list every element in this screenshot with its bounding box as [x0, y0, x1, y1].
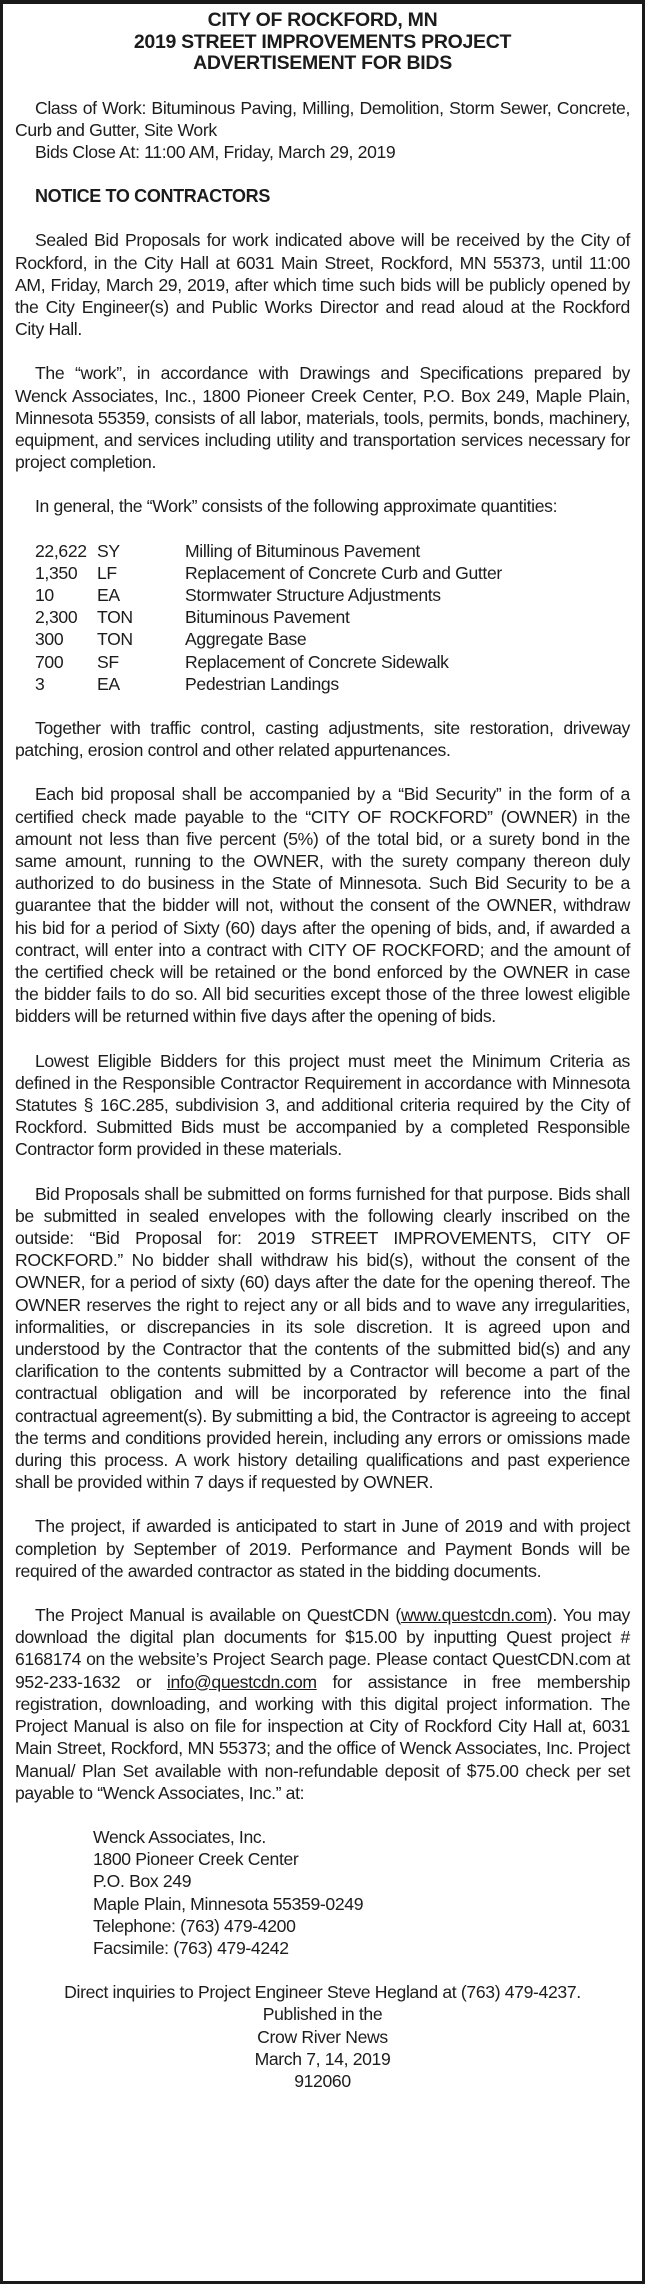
- quantity-description: Milling of Bituminous Pavement: [185, 540, 420, 561]
- quantity-description: Replacement of Concrete Sidewalk: [185, 651, 449, 672]
- quantity-value: 3: [35, 673, 45, 694]
- table-row: [35, 540, 630, 562]
- quantity-unit: SF: [97, 651, 119, 672]
- address-po-box: P.O. Box 249: [93, 1871, 192, 1892]
- questcdn-website-link[interactable]: www.questcdn.com: [400, 1605, 547, 1626]
- paragraph-bid-security: Each bid proposal shall be accompanied by a “Bid Security” in the form of a certified check made payable to the “CITY OF ROCKFORD” (OWNER) in the amount not less than five percent (5%) of the total bid, or a surety bond in the same amount, running to the OWNER, with the surety company thereon duly authorized to do business in the State of Minnesota. Such Bid Security to be a guarantee that the bidder will not, without the consent of the OWNER, withdraw his bid for a period of Sixty (60) days after the opening of bids, and, if awarded a contract, will enter into a contract with CITY OF ROCKFORD; and the amount of the certified check will be retained or the bond enforced by the OWNER in case the bidder fails to do so. All bid securities except those of the three lowest eligible bidders will be returned within five days after the opening of bids.: [15, 784, 630, 1027]
- paragraph-project-manual: [15, 1604, 630, 1804]
- table-row: [35, 651, 630, 673]
- header-project: 2019 STREET IMPROVEMENTS PROJECT: [133, 30, 512, 53]
- footer-inquiries: Direct inquiries to Project Engineer Steve Hegland at (763) 479-4237.: [64, 1982, 581, 2003]
- quantity-description: Aggregate Base: [185, 629, 307, 650]
- questcdn-email-link[interactable]: info@questcdn.com: [166, 1671, 317, 1692]
- paragraph-quantities-intro: In general, the “Work” consists of the following approximate quantities:: [35, 496, 558, 517]
- quantity-unit: LF: [97, 562, 117, 583]
- table-row: [35, 562, 630, 584]
- quantity-description: Replacement of Concrete Curb and Gutter: [185, 562, 502, 583]
- header-city: CITY OF ROCKFORD, MN: [207, 9, 438, 31]
- quantity-description: Bituminous Pavement: [185, 607, 350, 628]
- table-row: [35, 628, 630, 650]
- paragraph-bid-proposals: Bid Proposals shall be submitted on forms furnished for that purpose. Bids shall be submitted in sealed envelopes with the following clearly inscribed on the outside: “Bid Proposal for: 2019 STREET IMPROVEMENTS, CITY OF ROCKFORD.” No bidder shall withdraw his bid(s), without the consent of the OWNER, for a period of sixty (60) days after the date for the opening thereof. The OWNER reserves the right to reject any or all bids and to wave any irregularities, informalities, or discrepancies in its sole discretion. It is agreed upon and understood by the Contractor that the contents of the submitted bid(s) and any clarification to the contents submitted by a Contractor will become a part of the contractual obligation and will be incorporated by reference into the final contractual agreement(s). By submitting a bid, the Contractor is agreeing to accept the terms and conditions provided herein, including any errors or omissions made during this process. A work history detailing qualifications and past experience shall be provided within 7 days if requested by OWNER.: [15, 1183, 630, 1493]
- quantity-unit: TON: [97, 607, 133, 628]
- paragraph-sealed-bids: Sealed Bid Proposals for work indicated above will be received by the City of Rockford, in the City Hall at 6031 Main Street, Rockford, MN 55373, until 11:00 AM, Friday, March 29, 2019, after which time such bids will be publicly opened by the City Engineer(s) and Public Works Director and read aloud at the Rockford City Hall.: [15, 230, 630, 340]
- notice-footer: [15, 1981, 630, 2092]
- quantity-unit: EA: [97, 584, 120, 605]
- quantity-description: Pedestrian Landings: [185, 673, 339, 694]
- address-company: Wenck Associates, Inc.: [93, 1826, 266, 1847]
- table-row: [35, 606, 630, 628]
- address-telephone: Telephone: (763) 479-4200: [93, 1915, 296, 1936]
- quantity-value: 10: [35, 584, 54, 605]
- quantity-value: 1,350: [35, 562, 78, 583]
- quantity-unit: TON: [97, 629, 133, 650]
- manual-text-2: ). You may download the digital plan documents for $15.00 by inputting Quest project # 6168174 on the website’s Project Search page. Please contact QuestCDN.com at 952-233-1632 or: [15, 1605, 630, 1692]
- address-street: 1800 Pioneer Creek Center: [93, 1849, 299, 1870]
- wenck-address-block: [15, 1826, 630, 1959]
- class-of-work: Class of Work: Bituminous Paving, Milling, Demolition, Storm Sewer, Concrete, Curb and Gutter, Site Work: [15, 97, 630, 140]
- quantity-unit: SY: [97, 540, 120, 561]
- footer-published-in: Published in the: [262, 2004, 383, 2025]
- footer-dates: March 7, 14, 2019: [254, 2048, 391, 2069]
- paragraph-schedule: The project, if awarded is anticipated to start in June of 2019 and with project completion by September of 2019. Performance and Payment Bonds will be required of the awarded contractor as stated in the bidding documents.: [15, 1516, 630, 1581]
- bids-close: Bids Close At: 11:00 AM, Friday, March 29, 2019: [35, 141, 396, 162]
- address-facsimile: Facsimile: (763) 479-4242: [93, 1937, 289, 1958]
- paragraph-together-with: Together with traffic control, casting adjustments, site restoration, driveway patching, erosion control and other related appurtenances.: [15, 717, 630, 761]
- manual-text-3: for assistance in free membership registration, downloading, and working with this digital project information. The Project Manual is also on file for inspection at City of Rockford City Hall at, 6031 Main Street, Rockford, MN 55373; and the office of Wenck Associates, Inc. Project Manual/ Plan Set available with non-refundable deposit of $75.00 check per set payable to “Wenck Associates, Inc.” at:: [15, 1671, 630, 1803]
- header-title: ADVERTISEMENT FOR BIDS: [193, 52, 452, 74]
- quantity-value: 700: [35, 651, 64, 672]
- table-row: [35, 584, 630, 606]
- quantities-table: [15, 540, 630, 695]
- paragraph-work-definition: The “work”, in accordance with Drawings and Specifications prepared by Wenck Associates, Inc., 1800 Pioneer Creek Center, P.O. Box 249, Maple Plain, Minnesota 55359, consists of all labor, materials, tools, permits, bonds, machinery, equipment, and services including utility and transportation services necessary for project completion.: [15, 363, 630, 473]
- quantity-value: 300: [35, 629, 64, 650]
- notice-header: [15, 10, 630, 75]
- address-city: Maple Plain, Minnesota 55359-0249: [93, 1893, 364, 1914]
- quantity-unit: EA: [97, 673, 120, 694]
- quantity-value: 2,300: [35, 607, 78, 628]
- table-row: [35, 673, 630, 695]
- footer-publication: Crow River News: [257, 2026, 388, 2047]
- manual-text-1: The Project Manual is available on QuestCDN (: [35, 1605, 401, 1626]
- section-title-notice: NOTICE TO CONTRACTORS: [35, 186, 270, 207]
- quantity-description: Stormwater Structure Adjustments: [185, 584, 441, 605]
- quantity-value: 22,622: [35, 540, 87, 561]
- paragraph-lowest-bidders: Lowest Eligible Bidders for this project must meet the Minimum Criteria as defined in the Responsible Contractor Requirement in accordance with Minnesota Statutes § 16C.285, subdivision 3, and additional criteria required by the City of Rockford. Submitted Bids must be accompanied by a completed Responsible Contractor form provided in these materials.: [15, 1050, 630, 1160]
- footer-ad-number: 912060: [294, 2070, 351, 2091]
